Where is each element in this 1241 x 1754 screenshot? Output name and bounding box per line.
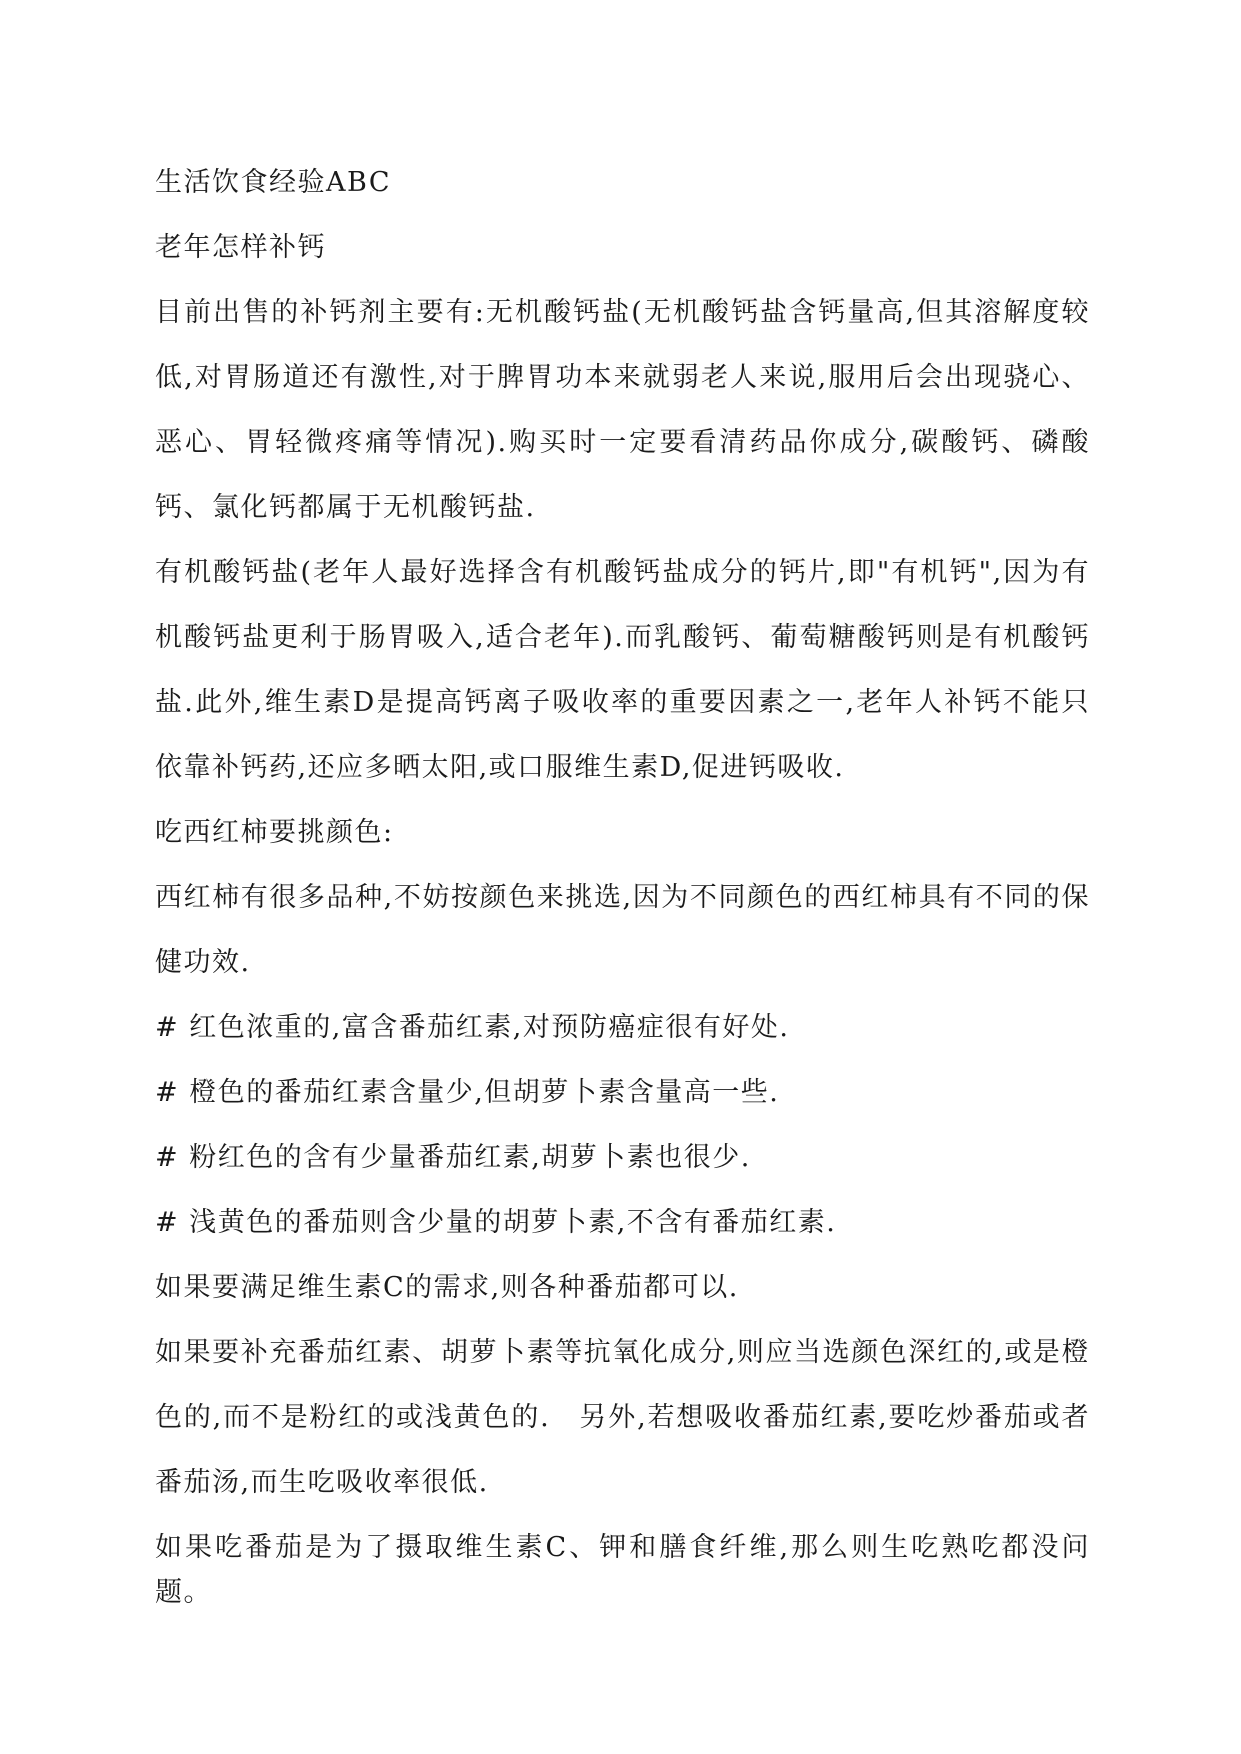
bullet-item-orange: # 橙色的番茄红素含量少,但胡萝卜素含量高一些. xyxy=(155,1077,780,1108)
document-body xyxy=(155,160,1090,1635)
paragraph-vitamin-c: 如果要满足维生素C的需求,则各种番茄都可以. xyxy=(155,1272,739,1303)
paragraph-antioxidants: 如果要补充番茄红素、胡萝卜素等抗氧化成分,则应当选颜色深红的,或是橙色的,而不是粉红的或浅黄色的. 另外,若想吸收番茄红素,要吃炒番茄或者番茄汤,而生吃吸收率很低. xyxy=(155,1337,1090,1498)
document-title: 生活饮食经验ABC xyxy=(155,167,391,198)
paragraph-raw-or-cooked: 如果吃番茄是为了摄取维生素C、钾和膳食纤维,那么则生吃熟吃都没问题。 xyxy=(155,1532,1090,1608)
bullet-item-pink: # 粉红色的含有少量番茄红素,胡萝卜素也很少. xyxy=(155,1142,751,1173)
paragraph-inorganic-calcium: 目前出售的补钙剂主要有:无机酸钙盐(无机酸钙盐含钙量高,但其溶解度较低,对胃肠道还有激性,对于脾胃功本来就弱老人来说,服用后会出现骁心、恶心、胃轻微疼痛等情况).购买时一定要看清药品你成分,碳酸钙、磷酸钙、氯化钙都属于无机酸钙盐. xyxy=(155,297,1090,523)
section-heading-tomato: 吃西红柿要挑颜色: xyxy=(155,817,394,848)
bullet-item-yellow: # 浅黄色的番茄则含少量的胡萝卜素,不含有番茄红素. xyxy=(155,1207,837,1238)
section-heading-calcium: 老年怎样补钙 xyxy=(155,232,326,263)
paragraph-organic-calcium: 有机酸钙盐(老年人最好选择含有机酸钙盐成分的钙片,即"有机钙",因为有机酸钙盐更利于肠胃吸入,适合老年).而乳酸钙、葡萄糖酸钙则是有机酸钙盐.此外,维生素D是提高钙离子吸收率的重要因素之一,老年人补钙不能只依靠补钙药,还应多晒太阳,或口服维生素D,促进钙吸收. xyxy=(155,557,1090,783)
paragraph-tomato-varieties: 西红柿有很多品种,不妨按颜色来挑选,因为不同颜色的西红柿具有不同的保健功效. xyxy=(155,882,1090,978)
bullet-item-red: # 红色浓重的,富含番茄红素,对预防癌症很有好处. xyxy=(155,1012,790,1043)
